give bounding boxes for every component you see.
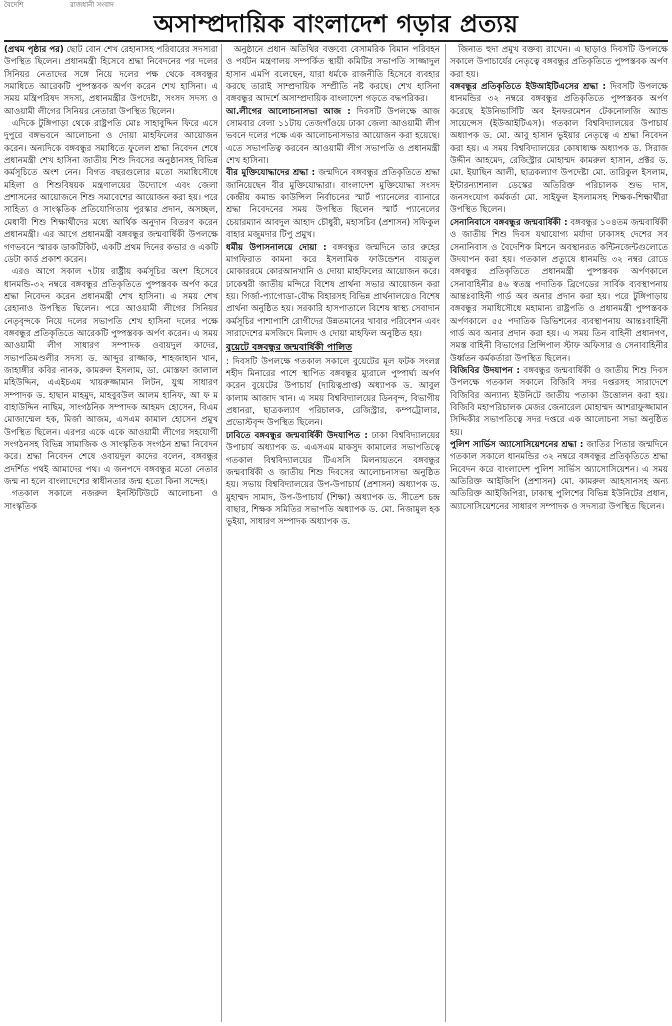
column-2 <box>226 44 440 1022</box>
column-3 <box>450 44 668 1022</box>
headline: অসাম্প্রদায়িক বাংলাদেশ গড়ার প্রত্যয় <box>153 9 519 38</box>
article-paragraph <box>450 81 668 217</box>
article-paragraph <box>450 439 668 513</box>
column-divider <box>445 44 446 1022</box>
headline-rule <box>4 40 668 42</box>
column-divider <box>221 44 222 1022</box>
article-paragraph <box>4 488 218 513</box>
article-paragraph <box>226 167 440 241</box>
article-paragraph <box>450 44 668 81</box>
inline-subheading: আ.লীগের আলোচনাসভা আজ : <box>226 106 351 117</box>
paragraph-text: : দিবসটি উপলক্ষে গতকাল সকালে বুয়েটের মূল ফটক সংলগ্ন শহীদ মিনারের পাশে স্থাপিত বঙ্গবন্ধুর ম্যুরালে পুষ্পার্ঘ্য অর্পণ করেন বুয়েটের উপাচার্য (দায়িত্বপ্রাপ্ত) অধ্যাপক ড. আবুল কালাম আজাদ খান। এ সময় বিশ্ববিদ্যালয়ের ডিনবৃন্দ, বিভাগীয় প্রধানরা, ছাত্রকল্যাণ পরিচালক, রেজিস্ট্রার, কম্পট্রোলার, প্রভোস্টবৃন্দ উপস্থিত ছিলেন। <box>226 356 440 429</box>
article-paragraph <box>226 242 440 341</box>
paragraph-text: অনুষ্ঠানে প্রধান অতিথির বক্তব্যে বেসামরিক বিমান পরিবহন ও পর্যটন মন্ত্রণালয় সম্পর্কিত স্থায়ী কমিটির সভাপতি সাজ্জাদুল হাসান এমপি বলেছেন, যারা ধর্মকে রাজনীতি হিসেবে ব্যবহার করছে তারাই সাম্প্রদায়িক সম্প্রীতি নষ্ট করছে। শেখ হাসিনা বঙ্গবন্ধুর আদর্শে অসাম্প্রদায়িক বাংলাদেশ গড়তে বদ্ধপরিকর। <box>226 45 440 105</box>
paragraph-text: দিবসটি উপলক্ষে ধানমন্ডির ৩২ নম্বরে বঙ্গবন্ধুর প্রতিকৃতিতে পুষ্পস্তবক অর্পণ করেছে ইউনিভার্সিটি অব ইনফরমেশন টেকনোলজি অ্যান্ড সায়েন্সেস (ইউআইটিএস)। গতকাল বিশ্ববিদ্যালয়ের উপাচার্য অধ্যাপক ড. মো. আবু হাসান ভুইয়ার নেতৃত্বে এ শ্রদ্ধা নিবেদন করা হয়। এ সময় বিশ্ববিদ্যালয়ের কোষাধ্যক্ষ অধ্যাপক ড. সিরাজ উদ্দীন আহমেদ, রেজিস্ট্রার মোহাম্মদ কামরুল হাসান, প্রক্টর ড. মো. ইয়াছিন আলী, ছাত্রকল্যাণ উপদেষ্টা মো. তারিকুল ইসলাম, ইন্টারন্যাশনাল ডেস্কের অতিরিক্ত পরিচালক শুভ দাস, জনসংযোগ কর্মকর্তা মো. সাইফুল ইসলামসহ শিক্ষক-শিক্ষার্থীরা উপস্থিত ছিলেন। <box>450 82 668 216</box>
paragraph-text: ছোট বোন শেখ রেহানাসহ পরিবারের সদস্যরা উপস্থিত ছিলেন। প্রধানমন্ত্রী হিসেবে শ্রদ্ধা নিবেদনের পর দলের সিনিয়র নেতাদের সঙ্গে নিয়ে দলের পক্ষ থেকে বঙ্গবন্ধুর সমাধিতে আরেকটি পুষ্পস্তবক অর্পণ করেন শেখ হাসিনা। এ সময় মন্ত্রিপরিষদ সদস্য, প্রধানমন্ত্রীর উপদেষ্টা, সংসদ সদস্য ও আওয়ামী লীগের সিনিয়র নেতারা উপস্থিত ছিলেন। <box>4 45 218 117</box>
paragraph-text: এরও আগে সকাল ৭টায় রাষ্ট্রীয় কর্মসূচির অংশ হিসেবে ধানমন্ডি-৩২ নম্বরে বঙ্গবন্ধুর প্রতিকৃতিতে পুষ্পস্তবক অর্পণ করে শ্রদ্ধা নিবেদন করেন প্রধানমন্ত্রী শেখ হাসিনা। এ সময় শেখ রেহানাও উপস্থিত ছিলেন। পরে আওয়ামী লীগের সিনিয়র নেতৃবৃন্দকে নিয়ে দলের সভাপতি শেখ হাসিনা দলের পক্ষে বঙ্গবন্ধুর প্রতিকৃতিতে আরেকটি পুষ্পস্তবক অর্পণ করেন। এ সময় আওয়ামী লীগ সাধারণ সম্পাদক ওবায়দুল কাদের, সভাপতিমণ্ডলীর সদস্য ড. আব্দুর রাজ্জাক, শাহজাহান খান, জাহাঙ্গীর কবির নানক, কামরুল ইসলাম, ডা. মোস্তফা জালাল মহিউদ্দিন, এএইচএম খায়রুজ্জামান লিটন, যুগ্ম সাধারণ সম্পাদক ড. হাছান মাহমুদ, মাহবুবউল আলম হানিফ, আ ফ ম বাহাউদ্দিন নাছিম, সাংগঠনিক সম্পাদক আহমদ হোসেন, বিএম মোজাম্মেল হক, মির্জা আজম, এসএম কামাল হোসেন প্রমুখ উপস্থিত ছিলেন। এরপর একে একে আওয়ামী লীগের সহযোগী সংগঠনসহ বিভিন্ন সামাজিক ও সাংস্কৃতিক সংগঠন শ্রদ্ধা নিবেদন করে। শ্রদ্ধা নিবেদন শেষে ওবায়দুল কাদের বলেন, বঙ্গবন্ধুর প্রদর্শিত পথই আমাদের পথ। এ জনপদে বঙ্গবন্ধুর মতো নেতার জন্ম না হলে বাংলাদেশের স্বাধীনতার জন্ম হতো কিনা সন্দেহ। <box>4 267 218 488</box>
paragraph-text: ঢাকা বিশ্ববিদ্যালয়ের উপাচার্য অধ্যাপক ড. এএসএম মাকসুদ কামালের সভাপতিত্বে গতকাল বিশ্ববিদ্যালয়ের টিএসসি মিলনায়তনে বঙ্গবন্ধুর জন্মবার্ষিকী ও জাতীয় শিশু দিবসের আলোচনাসভা অনুষ্ঠিত হয়। সভায় বিশ্ববিদ্যালয়ের উপ-উপাচার্য (প্রশাসন) অধ্যাপক ড. মুহাম্মদ সামাদ, উপ-উপাচার্য (শিক্ষা) অধ্যাপক ড. সীতেশ চন্দ্র বাছার, শিক্ষক সমিতির সভাপতি অধ্যাপক ড. মো. নিজামুল হক ভুইয়া, সাধারণ সম্পাদক অধ্যাপক ড. <box>226 430 440 528</box>
paragraph-text: জন্মদিনে বঙ্গবন্ধুর প্রতিকৃতিতে শ্রদ্ধা জানিয়েছেন বীর মুক্তিযোদ্ধারা। বাংলাদেশ মুক্তিযোদ্ধা সংসদ কেন্দ্রীয় কমান্ড কাউন্সিল নির্বাচনের স্মার্ট প্যানেলের ব্যানারে শ্রদ্ধা নিবেদনের সময় উপস্থিত ছিলেন স্মার্ট প্যানেলের চেয়ারম্যান আবদুল আহাদ চৌধুরী, মহাসচিব (প্রশাসন) সফিকুল বাহার মজুমদার টিপু প্রমুখ। <box>226 168 440 241</box>
paragraph-text: এদিকে টুঙ্গিপাড়া থেকে রাষ্ট্রপতি মোঃ সাহাবুদ্দিন ফিরে এসে দুপুরে বঙ্গভবনে আলোচনা ও দোয়া মাহফিলের আয়োজন করেন। অন্যদিকে বঙ্গবন্ধুর সমাধিতে ফুলেল শ্রদ্ধা নিবেদন শেষে প্রধানমন্ত্রী শেখ হাসিনা জাতীয় শিশু দিবসের অনুষ্ঠানসহ বিভিন্ন কর্মসূচিতে অংশ নেন। বিগত বছরগুলোর মতো সমাধিসৌধে মহিলা ও শিশুবিষয়ক মন্ত্রণালয়ের উদ্যোগে এবং জেলা প্রশাসনের আয়োজনে শিশু সমাবেশের আয়োজন করা হয়। পরে সাহিত্য ও সাংস্কৃতিক প্রতিযোগিতায় পুরস্কার প্রদান, অসচ্ছল, মেধাবী শিশু শিক্ষার্থীদের মধ্যে আর্থিক অনুদান বিতরণ করেন প্রধানমন্ত্রী। এর আগে প্রধানমন্ত্রী বঙ্গবন্ধুর জন্মবার্ষিকী উপলক্ষে গণভবনে স্মারক ডাকটিকিট, একটি প্রথম দিনের কভার ও একটি ডেটা কার্ড প্রকাশ করেন। <box>4 119 218 265</box>
paragraph-text: বঙ্গবন্ধুর জন্মদিনে তার রুহের মাগফিরাত কামনা করে ইসলামিক ফাউন্ডেশন বায়তুল মোকাররমে কোরআনখানি ও দোয়া মাহফিলের আয়োজন করে। ঢাকেশ্বরী জাতীয় মন্দিরে বিশেষ প্রার্থনা সভার আয়োজন করা হয়। গির্জা-প্যাগোডা-বৌদ্ধ বিহারসহ বিভিন্ন প্রার্থনালয়েও বিশেষ প্রার্থনা অনুষ্ঠিত হয়। সরকারি হাসপাতালে বিশেষ স্বাস্থ্য সেবাদান কর্মসূচির পাশাপাশি রোগীদের উন্নতমানের খাবার পরিবেশন এবং সারাদেশের মসজিদে মিলাদ ও দোয়া মাহফিল অনুষ্ঠিত হয়। <box>226 242 440 339</box>
continuation-lead: (প্রথম পৃষ্ঠার পর) <box>4 45 64 55</box>
inline-subheading: বীর মুক্তিযোদ্ধাদের শ্রদ্ধা : <box>226 168 316 179</box>
article-paragraph <box>4 266 218 488</box>
article-paragraph <box>450 217 668 365</box>
paragraph-text: জাতির পিতার জন্মদিনে গতকাল সকালে ধানমন্ডির ৩২ নম্বরে বঙ্গবন্ধুর প্রতিকৃতিতে শ্রদ্ধা নিবেদন করে বাংলাদেশ পুলিশ সার্ভিস অ্যাসোসিয়েশন। এ সময় অতিরিক্ত আইজিপি (প্রশাসন) মো. কামরুল আহসানসহ অন্য অতিরিক্ত আইজিপিরা, ঢাকাস্থ পুলিশের বিভিন্ন ইউনিটের প্রধান, অ্যাসোসিয়েশনের সাধারণ সম্পাদক ও সদস্যরা উপস্থিত ছিলেন। <box>450 440 668 512</box>
top-strip-right: রাজধানী সংবাদ <box>70 1 114 9</box>
paragraph-text: বঙ্গবন্ধুর ১০৪তম জন্মবার্ষিকী ও জাতীয় শিশু দিবস যথাযোগ্য মর্যাদা ঢাকাসহ দেশের সব সেনানিবাস ও বৈদেশিক মিশনে অবস্থানরত কন্টিনজেন্টগুলোতে উদযাপন করা হয়। গতকাল প্রত্যুষে ধানমন্ডি ৩২ নম্বর রোডে বঙ্গবন্ধুর প্রতিকৃতিতে প্রধানমন্ত্রী পুষ্পস্তবক অর্পণকালে সেনাবাহিনীর ৪৬ স্বতন্ত্র পদাতিক ব্রিগেডের সার্বিক ব্যবস্থাপনায় আন্তঃবাহিনী গার্ড অব অনার প্রদান করা হয়। পরে টুঙ্গিপাড়ায় বঙ্গবন্ধুর সমাধিসৌধে মহামান্য রাষ্ট্রপতি ও প্রধানমন্ত্রী পুষ্পস্তবক অর্পণকালে ৫৫ পদাতিক ডিভিশনের ব্যবস্থাপনায় আন্তঃবাহিনী গার্ড অব অনার প্রদান করা হয়। এ সময় তিন বাহিনী প্রধানগণ, সমস্ত বাহিনী বিভাগের প্রিন্সিপাল স্টাফ অফিসার ও সেনাবাহিনীর উর্ধ্বতন কর্মকর্তারা উপস্থিত ছিলেন। <box>450 217 668 364</box>
inline-subheading: পুলিশ সার্ভিস অ্যাসোসিয়েশনের শ্রদ্ধা : <box>450 440 584 450</box>
column-1 <box>4 44 218 1022</box>
article-paragraph <box>226 430 440 529</box>
paragraph-text: দিবসটি উপলক্ষে আজ সোমবার বেলা ১১টায় তেজগাঁওয়ে ঢাকা জেলা আওয়ামী লীগ ভবনে দলের পক্ষে এক আলোচনাসভার আয়োজন করা হয়েছে। এতে সভাপতিত্ব করবেন আওয়ামী লীগ সভাপতি ও প্রধানমন্ত্রী শেখ হাসিনা। <box>226 106 440 167</box>
paragraph-text: বঙ্গবন্ধুর জন্মবার্ষিকী ও জাতীয় শিশু দিবস উপলক্ষে গতকাল সকালে বিজিবি সদর দপ্তরসহ সারাদেশে বিজিবির অন্যান্য ইউনিটে জাতীয় পতাকা উত্তোলন করা হয়। বিজিবি মহাপরিচালক মেজর জেনারেল মোহাম্মদ আশরাফুজ্জামান সিদ্দিকীর সভাপতিত্বে সদর দপ্তরে এক আলোচনা সভা অনুষ্ঠিত হয়। <box>450 365 668 438</box>
article-paragraph <box>4 44 218 118</box>
inline-subheading: ধর্মীয় উপাসনালয়ে দোয়া : <box>226 242 327 253</box>
inline-subheading: বঙ্গবন্ধুর প্রতিকৃতিতে ইউআইটিএসের শ্রদ্ধা : <box>450 82 606 93</box>
article-paragraph <box>226 44 440 106</box>
inline-subheading: সেনানিবাসে বঙ্গবন্ধুর জন্মবার্ষিকী : <box>450 217 568 228</box>
article-subheading: বুয়েটে বঙ্গবন্ধুর জন্মবার্ষিকী পালিত <box>226 342 353 354</box>
article-paragraph <box>450 365 668 439</box>
top-strip-left: বৈদেশি <box>4 1 24 9</box>
inline-subheading: বিজিবির উদযাপন : <box>450 365 520 376</box>
inline-subheading: ঢাবিতে বঙ্গবন্ধুর জন্মবার্ষিকী উদযাপিত : <box>226 430 368 441</box>
paragraph-text: জিনাত হুদা প্রমুখ বক্তব্য রাখেন। এ ছাড়াও দিবসটি উপলক্ষে সকালে উপাচার্যের নেতৃত্বে বঙ্গবন্ধুর প্রতিকৃতিতে পুষ্পস্তবক অর্পণ করা হয়। <box>450 45 668 80</box>
article-paragraph <box>226 356 440 430</box>
article-paragraph <box>4 118 218 266</box>
paragraph-text: গতকাল সকালে নজরুল ইনস্টিটিউটে আলোচনা ও সাংস্কৃতিক <box>4 489 218 512</box>
article-paragraph <box>226 106 440 168</box>
page-top-strip <box>0 0 672 8</box>
